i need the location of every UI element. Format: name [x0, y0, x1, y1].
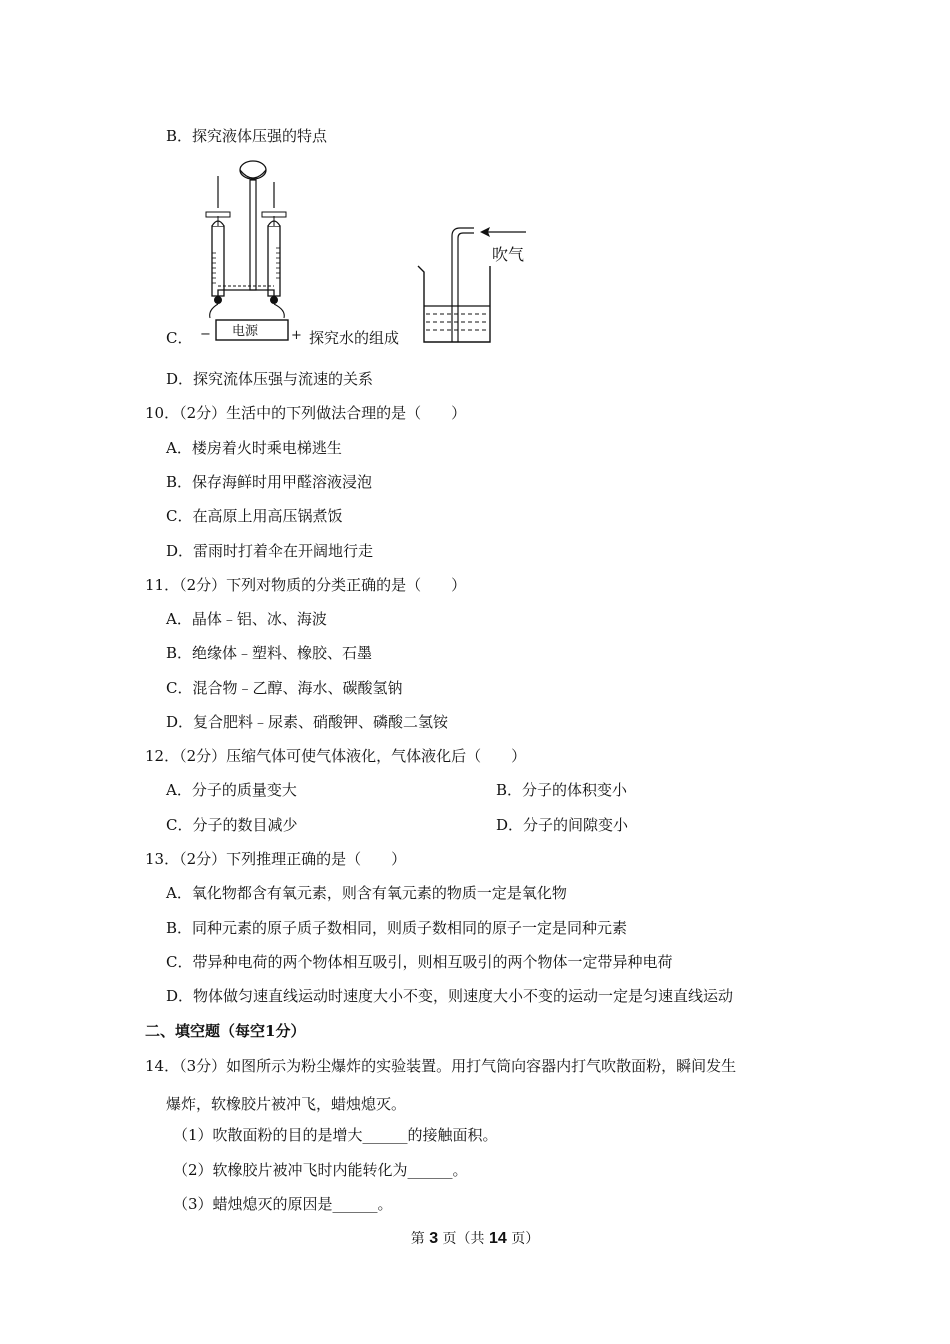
q14-subquestion-3: （3）蜡烛熄灭的原因是______。 — [173, 1195, 393, 1213]
power-supply-label: 电源 — [232, 324, 259, 339]
q10-option-a: A．楼房着火时乘电梯逃生 — [166, 439, 342, 457]
q9-option-d: D．探究流体压强与流速的关系 — [166, 370, 374, 388]
electrolysis-apparatus-figure — [196, 158, 308, 348]
q11-option-b: B．绝缘体﹣塑料、橡胶、石墨 — [166, 644, 373, 662]
q12-stem: 12．（2分）压缩气体可使气体液化，气体液化后（ ） — [145, 747, 527, 765]
q9-option-c-prefix: C． — [166, 329, 193, 347]
q12-option-a: A．分子的质量变大 — [166, 781, 297, 799]
footer-post: 页） — [506, 1231, 540, 1247]
q10-stem: 10．（2分）生活中的下列做法合理的是（ ） — [145, 404, 467, 422]
q12-option-d: D．分子的间隙变小 — [496, 816, 629, 834]
power-plus-sign: + — [291, 328, 302, 343]
power-minus-sign: − — [200, 327, 211, 342]
footer-pre: 第 — [410, 1231, 430, 1247]
q11-stem: 11．（2分）下列对物质的分类正确的是（ ） — [145, 576, 467, 594]
q14-stem-line2: 爆炸，软橡胶片被冲飞，蜡烛熄灭。 — [166, 1095, 407, 1113]
q14-subquestion-1: （1）吹散面粉的目的是增大______的接触面积。 — [173, 1126, 498, 1144]
q10-option-b: B．保存海鲜时用甲醛溶液浸泡 — [166, 473, 373, 491]
q14-subquestion-2: （2）软橡胶片被冲飞时内能转化为______。 — [173, 1161, 468, 1179]
q11-option-d: D．复合肥料﹣尿素、硝酸钾、磷酸二氢铵 — [166, 713, 449, 731]
q12-option-b: B．分子的体积变小 — [496, 781, 628, 799]
q13-stem: 13．（2分）下列推理正确的是（ ） — [145, 850, 407, 868]
q9-option-c-text: 探究水的组成 — [309, 329, 400, 347]
beaker-blow-tube-figure — [414, 222, 534, 346]
footer-mid: 页（共 — [438, 1231, 489, 1247]
q12-option-c: C．分子的数目减少 — [166, 816, 298, 834]
q11-option-a: A．晶体﹣铝、冰、海波 — [166, 610, 327, 628]
q13-option-c: C．带异种电荷的两个物体相互吸引，则相互吸引的两个物体一定带异种电荷 — [166, 953, 673, 971]
q10-option-d: D．雷雨时打着伞在开阔地行走 — [166, 542, 374, 560]
q13-option-b: B．同种元素的原子质子数相同，则质子数相同的原子一定是同种元素 — [166, 919, 628, 937]
q13-option-a: A．氧化物都含有氧元素，则含有氧元素的物质一定是氧化物 — [166, 884, 567, 902]
q14-stem-line1: 14．（3分）如图所示为粉尘爆炸的实验装置。用打气筒向容器内打气吹散面粉，瞬间发生 — [145, 1057, 737, 1075]
q10-option-c: C．在高原上用高压锅煮饭 — [166, 507, 343, 525]
q11-option-c: C．混合物﹣乙醇、海水、碳酸氢钠 — [166, 679, 403, 697]
blow-air-label: 吹气 — [492, 245, 525, 264]
q9-option-b: B．探究液体压强的特点 — [166, 127, 328, 145]
footer-total-pages: 14 — [489, 1230, 507, 1247]
page-footer — [0, 1228, 950, 1248]
footer-page-number: 3 — [429, 1230, 439, 1247]
q13-option-d: D．物体做匀速直线运动时速度大小不变，则速度大小不变的运动一定是匀速直线运动 — [166, 987, 734, 1005]
section-heading-fill-in: 二、填空题（每空1分） — [145, 1022, 306, 1040]
